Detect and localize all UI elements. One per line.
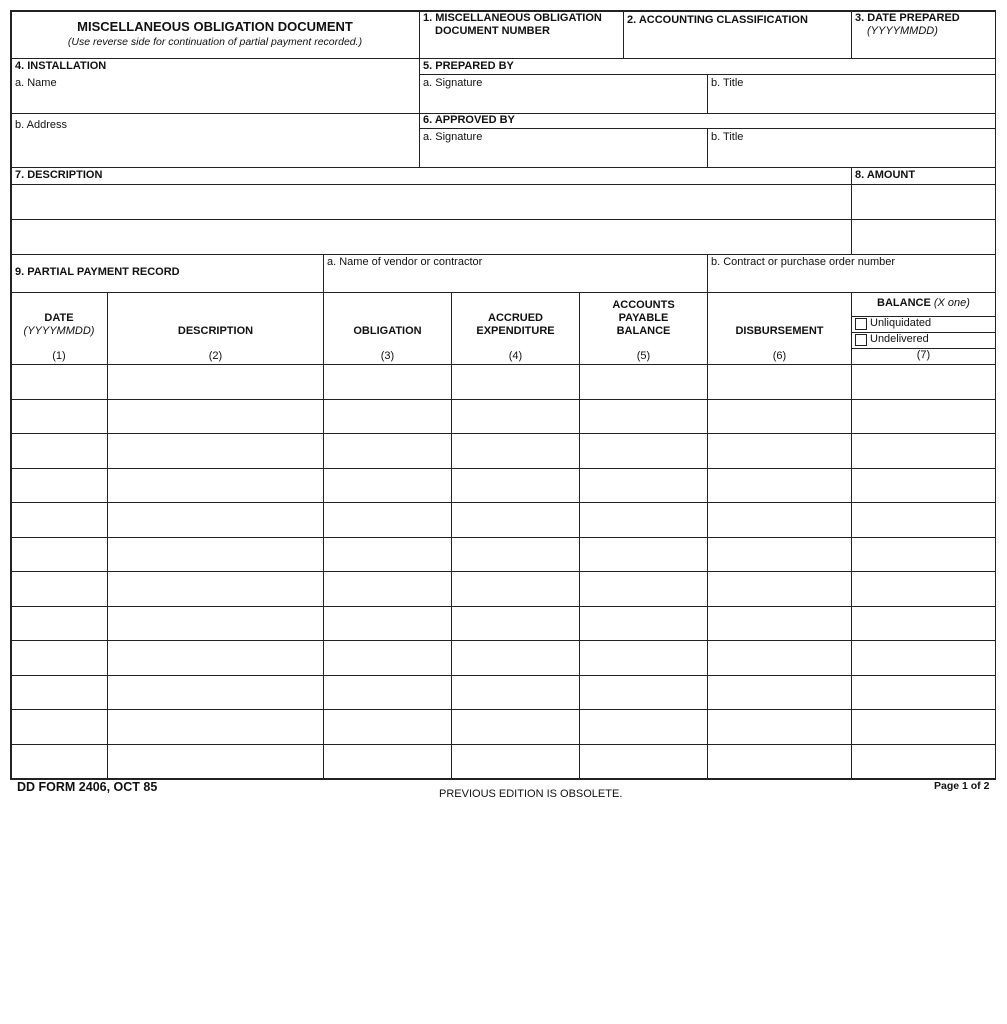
table-cell-col2[interactable] <box>108 641 323 675</box>
table-cell-col3[interactable] <box>324 503 451 537</box>
table-cell-col6[interactable] <box>708 365 851 399</box>
table-cell-col1[interactable] <box>11 434 107 468</box>
table-cell-col1[interactable] <box>11 503 107 537</box>
page-number: Page 1 of 2 <box>934 780 990 792</box>
amount-line-2[interactable] <box>852 220 995 254</box>
col-accounts-header-3: BALANCE <box>616 325 671 337</box>
table-cell-col6[interactable] <box>708 710 851 744</box>
table-cell-col4[interactable] <box>452 469 579 503</box>
prepared-by-title-label: b. Title <box>711 77 744 89</box>
form-title: MISCELLANEOUS OBLIGATION DOCUMENT <box>77 19 353 34</box>
table-cell-col5[interactable] <box>580 641 707 675</box>
table-cell-col1[interactable] <box>11 710 107 744</box>
undelivered-checkbox[interactable] <box>855 334 867 346</box>
col-num-6: (6) <box>772 350 787 362</box>
table-cell-col2[interactable] <box>108 365 323 399</box>
col-balance-header-text: BALANCE <box>877 297 931 309</box>
document-number-label-2: DOCUMENT NUMBER <box>435 25 550 37</box>
unliquidated-label: Unliquidated <box>870 317 932 329</box>
accounting-classification-field[interactable] <box>624 28 851 58</box>
table-cell-col3[interactable] <box>324 469 451 503</box>
table-cell-col2[interactable] <box>108 607 323 641</box>
col-accrued-header: ACCRUED <box>488 312 543 324</box>
approved-by-title-field[interactable] <box>708 144 995 167</box>
table-cell-col4[interactable] <box>452 572 579 606</box>
description-line-2[interactable] <box>11 220 851 254</box>
col-num-3: (3) <box>380 350 395 362</box>
table-cell-col4[interactable] <box>452 641 579 675</box>
col-obligation-header: OBLIGATION <box>353 325 422 337</box>
table-cell-col4[interactable] <box>452 676 579 710</box>
divider <box>10 292 996 293</box>
table-cell-col4[interactable] <box>452 434 579 468</box>
table-cell-col4[interactable] <box>452 745 579 779</box>
table-cell-col2[interactable] <box>108 572 323 606</box>
col-num-5: (5) <box>636 350 651 362</box>
table-cell-col4[interactable] <box>452 365 579 399</box>
table-cell-col2[interactable] <box>108 503 323 537</box>
table-cell-col3[interactable] <box>324 676 451 710</box>
table-cell-col3[interactable] <box>324 434 451 468</box>
table-cell-col6[interactable] <box>708 503 851 537</box>
table-cell-col6[interactable] <box>708 745 851 779</box>
form-border-right <box>995 10 996 780</box>
table-cell-col1[interactable] <box>11 745 107 779</box>
table-cell-col6[interactable] <box>708 572 851 606</box>
table-cell-col6[interactable] <box>708 538 851 572</box>
obsolete-notice: PREVIOUS EDITION IS OBSOLETE. <box>439 788 623 800</box>
table-cell-col5[interactable] <box>580 676 707 710</box>
vendor-name-field[interactable] <box>324 270 707 292</box>
description-line-1[interactable] <box>11 185 851 219</box>
table-cell-col1[interactable] <box>11 676 107 710</box>
table-cell-col7[interactable] <box>852 745 995 779</box>
table-cell-col7[interactable] <box>852 538 995 572</box>
table-cell-col7[interactable] <box>852 572 995 606</box>
table-cell-col7[interactable] <box>852 434 995 468</box>
table-cell-col3[interactable] <box>324 745 451 779</box>
col-balance-hint: (X one) <box>933 297 970 309</box>
table-cell-col2[interactable] <box>108 745 323 779</box>
approved-by-title-label: b. Title <box>711 131 744 143</box>
col-date-header: DATE <box>44 312 74 324</box>
table-cell-col6[interactable] <box>708 400 851 434</box>
prepared-by-signature-field[interactable] <box>420 90 707 113</box>
document-number-field[interactable] <box>420 38 623 58</box>
col-num-2: (2) <box>208 350 223 362</box>
table-cell-col3[interactable] <box>324 538 451 572</box>
table-cell-col2[interactable] <box>108 400 323 434</box>
divider <box>10 58 996 59</box>
table-cell-col5[interactable] <box>580 745 707 779</box>
form-id: DD FORM 2406, OCT 85 <box>17 780 158 794</box>
approved-by-label: 6. APPROVED BY <box>423 114 515 126</box>
table-cell-col1[interactable] <box>11 365 107 399</box>
table-cell-col5[interactable] <box>580 710 707 744</box>
table-cell-col1[interactable] <box>11 572 107 606</box>
table-cell-col3[interactable] <box>324 572 451 606</box>
table-cell-col7[interactable] <box>852 710 995 744</box>
approved-by-signature-label: a. Signature <box>423 131 483 143</box>
installation-address-field[interactable] <box>11 132 419 167</box>
contract-number-field[interactable] <box>708 270 995 292</box>
table-cell-col5[interactable] <box>580 607 707 641</box>
col-date-format: (YYYYMMDD) <box>23 325 95 337</box>
table-cell-col7[interactable] <box>852 607 995 641</box>
table-cell-col6[interactable] <box>708 641 851 675</box>
table-cell-col2[interactable] <box>108 710 323 744</box>
table-cell-col3[interactable] <box>324 641 451 675</box>
table-cell-col6[interactable] <box>708 607 851 641</box>
table-cell-col3[interactable] <box>324 400 451 434</box>
col-accounts-header-2: PAYABLE <box>618 312 669 324</box>
table-cell-col5[interactable] <box>580 469 707 503</box>
table-cell-col5[interactable] <box>580 538 707 572</box>
col-num-1: (1) <box>52 350 66 362</box>
table-cell-col5[interactable] <box>580 503 707 537</box>
table-cell-col7[interactable] <box>852 641 995 675</box>
table-cell-col3[interactable] <box>324 710 451 744</box>
divider <box>10 254 996 255</box>
table-cell-col3[interactable] <box>324 607 451 641</box>
table-cell-col2[interactable] <box>108 676 323 710</box>
table-cell-col1[interactable] <box>11 538 107 572</box>
col-description-header: DESCRIPTION <box>177 325 254 337</box>
partial-payment-label: 9. PARTIAL PAYMENT RECORD <box>15 266 180 278</box>
table-cell-col4[interactable] <box>452 400 579 434</box>
date-prepared-field[interactable] <box>852 38 995 58</box>
table-cell-col1[interactable] <box>11 469 107 503</box>
col-balance-header <box>852 297 995 310</box>
table-cell-col4[interactable] <box>452 538 579 572</box>
table-cell-col3[interactable] <box>324 365 451 399</box>
contract-number-label: b. Contract or purchase order number <box>711 256 896 268</box>
installation-name-label: a. Name <box>15 77 57 89</box>
table-cell-col6[interactable] <box>708 469 851 503</box>
table-cell-col4[interactable] <box>452 503 579 537</box>
table-cell-col6[interactable] <box>708 676 851 710</box>
table-cell-col2[interactable] <box>108 434 323 468</box>
date-prepared-format: (YYYYMMDD) <box>867 25 938 37</box>
installation-name-field[interactable] <box>11 90 419 113</box>
table-cell-col5[interactable] <box>580 400 707 434</box>
amount-label: 8. AMOUNT <box>855 169 916 181</box>
table-cell-col7[interactable] <box>852 503 995 537</box>
table-cell-col7[interactable] <box>852 469 995 503</box>
table-cell-col1[interactable] <box>11 607 107 641</box>
unliquidated-checkbox[interactable] <box>855 318 867 330</box>
table-cell-col7[interactable] <box>852 676 995 710</box>
document-number-label: 1. MISCELLANEOUS OBLIGATION <box>423 12 602 24</box>
col-num-7: (7) <box>916 349 931 361</box>
table-cell-col7[interactable] <box>852 400 995 434</box>
table-cell-col7[interactable] <box>852 365 995 399</box>
undelivered-label: Undelivered <box>870 333 929 345</box>
col-disbursement-header: DISBURSEMENT <box>735 325 824 337</box>
table-cell-col6[interactable] <box>708 434 851 468</box>
approved-by-signature-field[interactable] <box>420 144 707 167</box>
table-cell-col2[interactable] <box>108 538 323 572</box>
amount-line-1[interactable] <box>852 185 995 219</box>
table-cell-col5[interactable] <box>580 434 707 468</box>
table-cell-col1[interactable] <box>11 641 107 675</box>
prepared-by-signature-label: a. Signature <box>423 77 483 89</box>
installation-address-label: b. Address <box>15 119 67 131</box>
prepared-by-title-field[interactable] <box>708 90 995 113</box>
vendor-name-label: a. Name of vendor or contractor <box>327 256 483 268</box>
installation-label: 4. INSTALLATION <box>15 60 107 72</box>
col-accrued-header-2: EXPENDITURE <box>476 325 555 337</box>
form-subtitle: (Use reverse side for continuation of partial payment recorded.) <box>67 36 363 48</box>
table-cell-col2[interactable] <box>108 469 323 503</box>
table-cell-col5[interactable] <box>580 572 707 606</box>
divider <box>10 167 996 168</box>
accounting-classification-label: 2. ACCOUNTING CLASSIFICATION <box>627 14 808 26</box>
date-prepared-label: 3. DATE PREPARED <box>855 12 960 24</box>
col-accounts-header: ACCOUNTS <box>612 299 675 311</box>
table-cell-col4[interactable] <box>452 607 579 641</box>
col-num-4: (4) <box>508 350 523 362</box>
prepared-by-label: 5. PREPARED BY <box>423 60 514 72</box>
table-cell-col4[interactable] <box>452 710 579 744</box>
description-label: 7. DESCRIPTION <box>15 169 103 181</box>
table-cell-col5[interactable] <box>580 365 707 399</box>
table-cell-col1[interactable] <box>11 400 107 434</box>
